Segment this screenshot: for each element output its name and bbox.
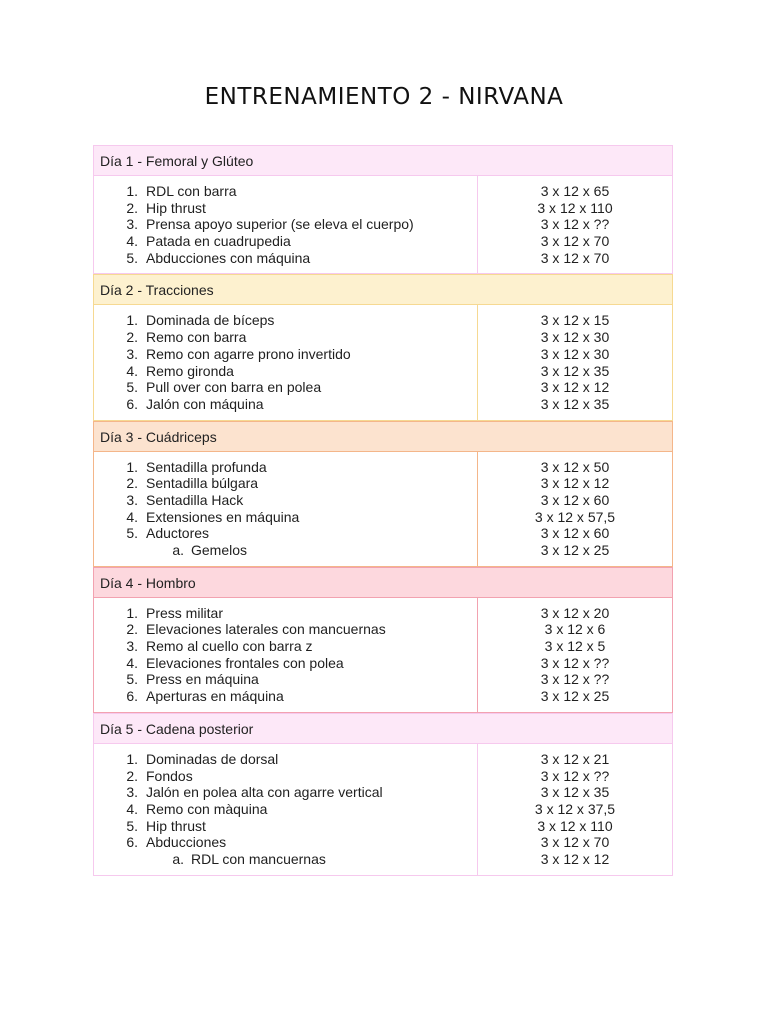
exercise-item <box>94 216 477 233</box>
day-body <box>93 452 673 567</box>
day-block <box>93 567 673 713</box>
exercise-sets: 3 x 12 x 20 <box>540 604 610 621</box>
exercise-sets: 3 x 12 x 70 <box>540 834 610 851</box>
day-body <box>93 305 673 420</box>
exercise-item <box>94 751 477 768</box>
exercise-number: 2. <box>126 329 138 346</box>
exercise-number: 5. <box>126 817 138 834</box>
exercise-name: Aperturas en máquina <box>146 688 284 705</box>
exercise-number: 5. <box>126 671 138 688</box>
exercise-name: Pull over con barra en polea <box>146 379 322 396</box>
day-header: Día 4 - Hombro <box>93 567 673 598</box>
exercise-name: Gemelos <box>191 542 248 558</box>
exercise-name: RDL con mancuernas <box>191 850 326 867</box>
exercise-item <box>94 312 477 329</box>
exercise-sets: 3 x 12 x 25 <box>540 542 610 558</box>
workout-table <box>93 145 673 876</box>
day-block <box>93 421 673 567</box>
exercise-sets: 3 x 12 x ?? <box>540 654 610 671</box>
exercise-name: Aductores <box>146 525 210 542</box>
exercise-sets: 3 x 12 x 70 <box>540 249 610 266</box>
day-block <box>93 274 673 420</box>
exercise-item <box>94 200 477 217</box>
exercise-item <box>94 671 477 688</box>
exercise-list <box>94 744 478 875</box>
day-header: Día 1 - Femoral y Glúteo <box>93 145 673 176</box>
day-block <box>93 713 673 876</box>
exercise-item <box>94 818 477 835</box>
exercise-sets: 3 x 12 x 60 <box>540 525 610 542</box>
exercise-item <box>94 801 477 818</box>
exercise-item <box>94 346 477 363</box>
exercise-name: Extensiones en máquina <box>146 508 300 525</box>
exercise-name: Remo gironda <box>146 362 234 379</box>
exercise-name: Remo con agarre prono invertido <box>146 345 351 362</box>
exercise-name: Hip thrust <box>146 199 206 216</box>
exercise-number: 4. <box>126 362 138 379</box>
sets-list <box>478 176 672 273</box>
exercise-name: Press en máquina <box>146 671 259 688</box>
exercise-sets: 3 x 12 x 57,5 <box>534 508 616 525</box>
exercise-number: 2. <box>126 475 138 492</box>
exercise-number: 6. <box>126 834 138 851</box>
exercise-name: Elevaciones frontales con polea <box>146 654 344 671</box>
exercise-item <box>94 605 477 622</box>
exercise-sets: 3 x 12 x ?? <box>540 216 610 233</box>
exercise-sets: 3 x 12 x 21 <box>540 750 610 767</box>
exercise-sets: 3 x 12 x ?? <box>540 767 610 784</box>
exercise-item <box>94 183 477 200</box>
exercise-item <box>94 621 477 638</box>
exercise-number: 2. <box>126 621 138 638</box>
exercise-name: Elevaciones laterales con mancuernas <box>146 621 386 638</box>
exercise-item <box>94 525 477 542</box>
exercise-item <box>94 784 477 801</box>
exercise-name: Remo con màquina <box>146 800 268 817</box>
exercise-number: a. <box>172 542 184 558</box>
exercise-item <box>94 638 477 655</box>
exercise-number: 4. <box>126 508 138 525</box>
exercise-item <box>94 250 477 267</box>
exercise-sets: 3 x 12 x 110 <box>537 199 613 216</box>
day-body <box>93 744 673 876</box>
exercise-name: Dominadas de dorsal <box>146 750 279 767</box>
exercise-number: 3. <box>126 784 138 801</box>
exercise-sets: 3 x 12 x 35 <box>540 362 610 379</box>
exercise-name: Fondos <box>146 767 193 784</box>
exercise-number: 1. <box>126 604 138 621</box>
exercise-name: Abducciones con máquina <box>146 249 311 266</box>
exercise-item <box>94 379 477 396</box>
exercise-item <box>94 396 477 413</box>
exercise-number: 5. <box>126 379 138 396</box>
exercise-number: 5. <box>126 249 138 266</box>
exercise-name: Remo con barra <box>146 329 247 346</box>
sets-list <box>478 744 672 875</box>
sets-list <box>478 305 672 419</box>
exercise-number: 6. <box>126 395 138 412</box>
exercise-sets: 3 x 12 x 110 <box>537 817 613 834</box>
page-title: ENTRENAMIENTO 2 - NIRVANA <box>204 84 564 110</box>
exercise-item <box>94 768 477 785</box>
exercise-sets: 3 x 12 x 50 <box>540 458 610 475</box>
exercise-number: 4. <box>126 800 138 817</box>
exercise-sets: 3 x 12 x 12 <box>540 475 610 492</box>
exercise-name: RDL con barra <box>146 183 237 199</box>
exercise-sets: 3 x 12 x 37,5 <box>534 800 616 817</box>
exercise-sets: 3 x 12 x 30 <box>540 329 610 346</box>
exercise-number: 1. <box>126 750 138 767</box>
exercise-item <box>94 834 477 851</box>
exercise-number: 2. <box>126 767 138 784</box>
exercise-list <box>94 305 478 419</box>
exercise-number: a. <box>172 850 184 867</box>
exercise-name: Sentadilla Hack <box>146 491 244 508</box>
exercise-item <box>94 233 477 250</box>
sets-list <box>478 452 672 566</box>
exercise-sets: 3 x 12 x 35 <box>540 395 610 412</box>
exercise-number: 1. <box>126 458 138 475</box>
exercise-sets: 3 x 12 x 60 <box>540 491 610 508</box>
exercise-sets: 3 x 12 x 5 <box>544 638 606 655</box>
exercise-item <box>94 492 477 509</box>
exercise-number: 3. <box>126 638 138 655</box>
exercise-number: 6. <box>126 688 138 705</box>
exercise-number: 2. <box>126 199 138 216</box>
exercise-name: Sentadilla profunda <box>146 458 267 475</box>
exercise-name: Hip thrust <box>146 817 206 834</box>
exercise-sets: 3 x 12 x ?? <box>540 671 610 688</box>
exercise-sets: 3 x 12 x 12 <box>540 850 610 867</box>
exercise-list <box>94 176 478 273</box>
exercise-number: 3. <box>126 491 138 508</box>
exercise-name: Abducciones <box>146 834 227 851</box>
exercise-sets: 3 x 12 x 30 <box>540 345 610 362</box>
exercise-item <box>94 363 477 380</box>
exercise-list <box>94 452 478 566</box>
exercise-number: 1. <box>126 183 138 199</box>
exercise-item <box>94 459 477 476</box>
exercise-list <box>94 598 478 712</box>
exercise-name: Jalón en polea alta con agarre vertical <box>146 784 383 801</box>
exercise-name: Prensa apoyo superior (se eleva el cuerpo) <box>146 216 414 233</box>
exercise-name: Dominada de bíceps <box>146 312 275 329</box>
exercise-item <box>94 542 477 559</box>
exercise-sets: 3 x 12 x 6 <box>544 621 606 638</box>
exercise-name: Sentadilla búlgara <box>146 475 259 492</box>
exercise-number: 3. <box>126 216 138 233</box>
day-header: Día 3 - Cuádriceps <box>93 421 673 452</box>
exercise-sets: 3 x 12 x 25 <box>540 688 610 705</box>
exercise-item <box>94 655 477 672</box>
exercise-name: Remo al cuello con barra z <box>146 638 313 655</box>
exercise-number: 4. <box>126 233 138 250</box>
exercise-item <box>94 851 477 868</box>
exercise-number: 3. <box>126 345 138 362</box>
exercise-item <box>94 688 477 705</box>
exercise-sets: 3 x 12 x 70 <box>540 233 610 250</box>
exercise-sets: 3 x 12 x 12 <box>540 379 610 396</box>
exercise-sets: 3 x 12 x 35 <box>540 784 610 801</box>
day-header: Día 2 - Tracciones <box>93 274 673 305</box>
exercise-number: 5. <box>126 525 138 542</box>
exercise-sets: 3 x 12 x 65 <box>540 183 610 199</box>
exercise-name: Patada en cuadrupedia <box>146 233 291 250</box>
exercise-item <box>94 509 477 526</box>
exercise-sets: 3 x 12 x 15 <box>540 312 610 329</box>
day-block <box>93 145 673 274</box>
exercise-number: 1. <box>126 312 138 329</box>
day-body <box>93 598 673 713</box>
day-header: Día 5 - Cadena posterior <box>93 713 673 744</box>
exercise-number: 4. <box>126 654 138 671</box>
day-body <box>93 176 673 274</box>
sets-list <box>478 598 672 712</box>
exercise-item <box>94 475 477 492</box>
exercise-item <box>94 329 477 346</box>
exercise-name: Jalón con máquina <box>146 395 264 412</box>
exercise-name: Press militar <box>146 604 224 621</box>
